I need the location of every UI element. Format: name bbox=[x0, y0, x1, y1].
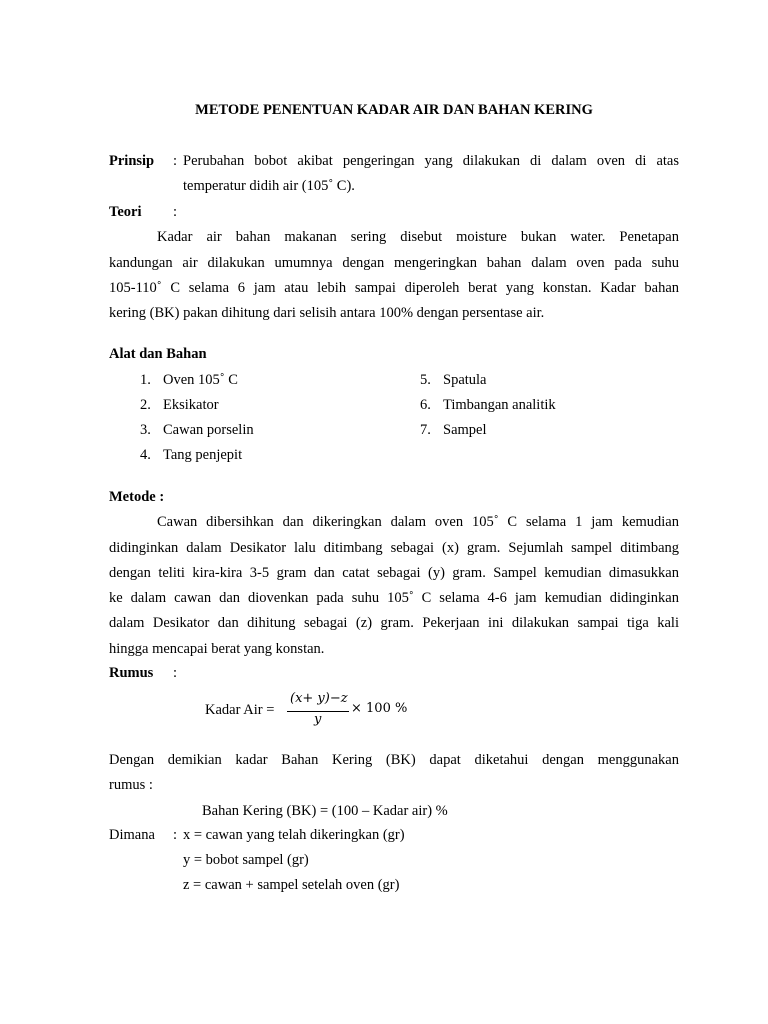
teori-label: Teori bbox=[109, 204, 142, 220]
list-item-number: 6. bbox=[420, 397, 431, 413]
list-item-number: 2. bbox=[140, 397, 151, 413]
rumus-colon: : bbox=[173, 665, 178, 681]
list-item: Timbangan analitik bbox=[443, 397, 556, 413]
metode-paragraph-line: hingga mencapai berat yang konstan. bbox=[109, 641, 325, 657]
teori-paragraph-line: 105-110˚ C selama 6 jam atau lebih sampai diperoleh berat yang konstan. Kadar bahan bbox=[109, 280, 679, 296]
list-item: Sampel bbox=[443, 422, 487, 438]
variable-x-definition: x = cawan yang telah dikeringkan (gr) bbox=[183, 827, 405, 843]
list-item-number: 3. bbox=[140, 422, 151, 438]
alat-heading: Alat dan Bahan bbox=[109, 346, 207, 362]
dimana-label: Dimana bbox=[109, 827, 155, 843]
prinsip-text-line2: temperatur didih air (105˚ C). bbox=[183, 178, 355, 194]
prinsip-label: Prinsip bbox=[109, 153, 155, 169]
teori-colon: : bbox=[173, 204, 178, 220]
list-item: Cawan porselin bbox=[163, 422, 254, 438]
bahan-kering-formula: Bahan Kering (BK) = (100 – Kadar air) % bbox=[202, 803, 448, 819]
list-item-number: 1. bbox=[140, 372, 151, 388]
teori-paragraph-line: kandungan air dilakukan umumnya dengan mengeringkan bahan dalam oven pada suhu bbox=[109, 255, 679, 271]
rumus-label: Rumus bbox=[109, 665, 154, 681]
metode-paragraph-line: Cawan dibersihkan dan dikeringkan dalam oven 105˚ C selama 1 jam kemudian bbox=[157, 514, 679, 530]
list-item: Eksikator bbox=[163, 397, 219, 413]
metode-paragraph-line: didinginkan dalam Desikator lalu ditimbang sebagai (x) gram. Sejumlah sampel ditimbang bbox=[109, 540, 679, 556]
formula-numerator: (x+ y)−z bbox=[290, 691, 348, 706]
prinsip-text-line1: Perubahan bobot akibat pengeringan yang dilakukan di dalam oven di atas bbox=[183, 153, 679, 169]
metode-heading: Metode : bbox=[109, 489, 165, 505]
dimana-colon: : bbox=[173, 827, 178, 843]
list-item-number: 5. bbox=[420, 372, 431, 388]
metode-paragraph-line: dengan teliti kira-kira 3-5 gram dan catat sebagai (y) gram. Sampel kemudian dimasukkan bbox=[109, 565, 679, 581]
variable-y-definition: y = bobot sampel (gr) bbox=[183, 852, 309, 868]
page-title: METODE PENENTUAN KADAR AIR DAN BAHAN KERING bbox=[195, 102, 593, 118]
formula-lhs: Kadar Air = bbox=[205, 702, 275, 718]
formula-denominator: y bbox=[314, 712, 322, 727]
dengan-paragraph-line: Dengan demikian kadar Bahan Kering (BK) dapat diketahui dengan menggunakan bbox=[109, 752, 679, 768]
formula-rhs: × 100 % bbox=[351, 701, 408, 716]
metode-paragraph-line: ke dalam cawan dan diovenkan pada suhu 105˚ C selama 4-6 jam kemudian didinginkan bbox=[109, 590, 679, 606]
list-item: Tang penjepit bbox=[163, 447, 243, 463]
list-item-number: 4. bbox=[140, 447, 151, 463]
metode-paragraph-line: dalam Desikator dan dihitung sebagai (z) gram. Pekerjaan ini dilakukan sampai tiga kali bbox=[109, 615, 679, 631]
prinsip-colon: : bbox=[173, 153, 178, 169]
list-item-number: 7. bbox=[420, 422, 431, 438]
teori-paragraph-line: kering (BK) pakan dihitung dari selisih antara 100% dengan persentase air. bbox=[109, 305, 545, 321]
list-item: Spatula bbox=[443, 372, 487, 388]
dengan-paragraph-line: rumus : bbox=[109, 777, 153, 793]
list-item: Oven 105˚ C bbox=[163, 372, 238, 388]
variable-z-definition: z = cawan + sampel setelah oven (gr) bbox=[183, 877, 400, 893]
teori-paragraph-line: Kadar air bahan makanan sering disebut moisture bukan water. Penetapan bbox=[157, 229, 679, 245]
